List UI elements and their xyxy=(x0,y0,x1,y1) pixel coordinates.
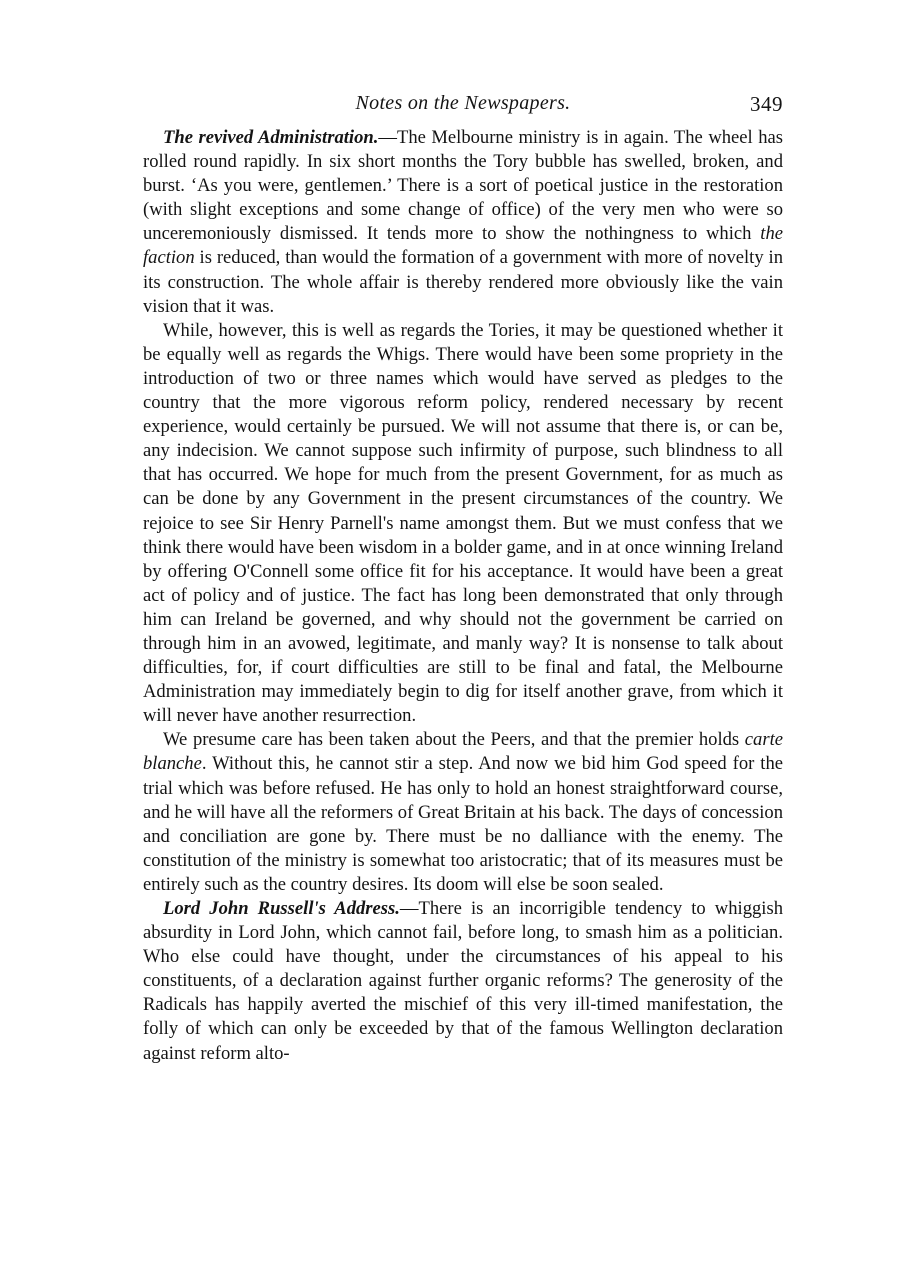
paragraph-lord-john-russell xyxy=(143,897,783,1066)
paragraph-text: We presume care has been taken about the Peers, and that the premier holds xyxy=(163,729,745,751)
paragraph-text-continued: . Without this, he cannot stir a step. And now we bid him God speed for the trial which was before refused. He has only to hold an honest straightforward course, and he will have all the reformers of Great Britain at his back. The days of concession and conciliation are gone by. There must be no dalliance with the enemy. The constitution of the ministry is somewhat too aristocratic; that of its measures must be entirely such as the country desires. Its doom will else be soon sealed. xyxy=(143,753,783,895)
paragraph-text: —There is an incorrigible tendency to whiggish absurdity in Lord John, which cannot fail, before long, to smash him as a politician. Who else could have thought, under the circumstances of his appeal to his constituents, of a declaration against further organic reforms? The generosity of the Radicals has happily averted the mischief of this very ill-timed manifestation, the folly of which can only be exceeded by that of the famous Wellington declaration against reform alto- xyxy=(143,898,783,1064)
page-number: 349 xyxy=(750,92,783,116)
article-body xyxy=(143,126,783,1066)
paragraph-text: While, however, this is well as regards the Tories, it may be questioned whether it be equally well as regards the Whigs. There would have been some propriety in the introduction of two or three names which would have served as pledges to the country that the more vigorous reform policy, rendered necessary by recent experience, would certainly be pursued. We will not assume that there is, or can be, any indecision. We cannot suppose such infirmity of purpose, such blindness to all that has occurred. We hope for much from the present Government, for as much as can be done by any Government in the present circumstances of the country. We rejoice to see Sir Henry Parnell's name amongst them. But we must confess that we think there would have been wisdom in a bolder game, and in at once winning Ireland by offering O'Connell some office fit for his acceptance. It would have been a great act of policy and of justice. The fact has long been demonstrated that only through him can Ireland be governed, and why should not the government be carried on through him in an avowed, legitimate, and manly way? It is nonsense to talk about difficulties, for, if court difficulties are still to be final and fatal, the Melbourne Administration may immediately begin to dig for itself another grave, from which it will never have another resurrection. xyxy=(143,319,783,727)
emphasis-text: carte blanche xyxy=(143,729,783,775)
running-head xyxy=(143,92,783,122)
paragraph-text: —The Melbourne ministry is in again. The wheel has rolled round rapidly. In six short months the Tory bubble has swelled, broken, and burst. ‘As you were, gentlemen.’ There is a sort of poetical justice in the restoration (with slight exceptions and some change of office) of the very men who were so unceremoniously dismissed. It tends more to show the nothingness to which xyxy=(143,127,783,245)
paragraph-revived-administration xyxy=(143,126,783,319)
section-heading-lord-john-russell: Lord John Russell's Address. xyxy=(163,898,400,919)
section-heading-revived-administration: The revived Administration. xyxy=(163,127,379,148)
paragraph-whigs xyxy=(143,319,783,729)
emphasis-text: the faction xyxy=(143,223,783,269)
paragraph-peers xyxy=(143,728,783,897)
running-title: Notes on the Newspapers. xyxy=(355,92,571,114)
paragraph-text-continued: is reduced, than would the formation of a government with more of novelty in its construction. The whole affair is thereby rendered more obviously like the vain vision that it was. xyxy=(143,247,783,317)
